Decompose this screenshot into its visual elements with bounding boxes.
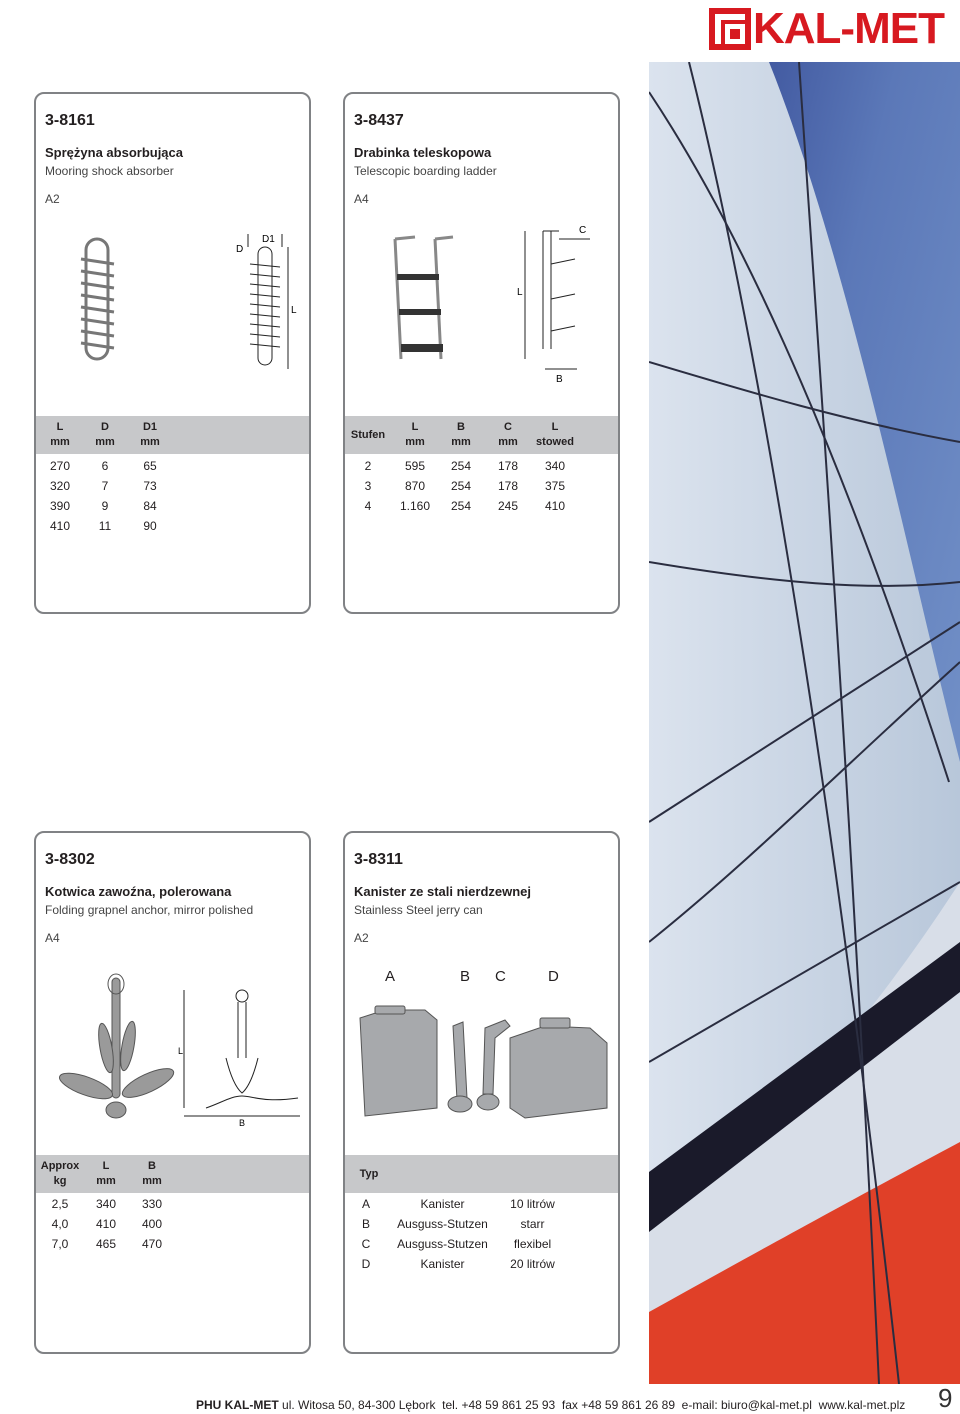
product-card-3-8161 bbox=[34, 92, 311, 614]
product-title-pl: Kotwica zawoźna, polerowana bbox=[45, 884, 232, 899]
col-header: Approx kg bbox=[40, 1160, 80, 1187]
col-header: Typ bbox=[359, 1168, 379, 1180]
steel-grade: A4 bbox=[354, 192, 369, 206]
col-header: L mm bbox=[96, 1160, 116, 1187]
item-letter: D bbox=[548, 968, 559, 985]
footer-email[interactable]: e-mail: biuro@kal-met.pl bbox=[681, 1398, 812, 1412]
table-row: A Kanister 10 litrów bbox=[361, 1197, 555, 1211]
table-row: 7,0 465 470 bbox=[51, 1237, 163, 1251]
footer-web[interactable]: www.kal-met.plz bbox=[818, 1398, 906, 1412]
product-card-3-8311 bbox=[343, 831, 620, 1354]
steel-grade: A2 bbox=[45, 192, 60, 206]
col-header: Stufen bbox=[350, 429, 386, 441]
footer-company: PHU KAL-MET bbox=[196, 1398, 279, 1412]
product-title-en: Folding grapnel anchor, mirror polished bbox=[45, 903, 254, 917]
table-header bbox=[345, 416, 618, 454]
dim-c-label: C bbox=[579, 225, 587, 236]
col-header: C mm bbox=[498, 421, 518, 448]
jerry-can-illustration bbox=[345, 998, 618, 1123]
product-code: 3-8302 bbox=[45, 851, 95, 868]
anchor-illustration bbox=[36, 958, 309, 1128]
footer-address: ul. Witosa 50, 84-300 Lębork bbox=[282, 1398, 436, 1412]
product-title-en: Mooring shock absorber bbox=[45, 164, 174, 178]
shock-absorber-illustration bbox=[36, 219, 309, 379]
product-title-pl: Sprężyna absorbująca bbox=[45, 145, 183, 160]
table-header bbox=[36, 416, 309, 454]
footer-fax: fax +48 59 861 26 89 bbox=[561, 1398, 675, 1412]
product-title-en: Telescopic boarding ladder bbox=[354, 164, 497, 178]
page-number: 9 bbox=[938, 1383, 953, 1413]
table-row: 4,0 410 400 bbox=[51, 1217, 163, 1231]
logo-text: KAL-MET bbox=[753, 4, 944, 53]
table-row: 320 7 73 bbox=[49, 479, 157, 493]
table-header bbox=[36, 1155, 309, 1193]
dim-d-label: D bbox=[236, 244, 244, 255]
brand-logo bbox=[709, 4, 955, 54]
table-row: 410 11 90 bbox=[49, 519, 157, 533]
table-header bbox=[345, 1155, 618, 1193]
product-card-3-8437 bbox=[343, 92, 620, 614]
ladder-illustration bbox=[345, 219, 618, 389]
product-title-pl: Drabinka teleskopowa bbox=[354, 145, 492, 160]
table-row: C Ausguss-Stutzen flexibel bbox=[361, 1237, 552, 1251]
product-card-3-8302 bbox=[34, 831, 311, 1354]
steel-grade: A4 bbox=[45, 931, 60, 945]
table-row: 4 1.160 254 245 410 bbox=[364, 499, 566, 513]
dim-b-label: B bbox=[556, 374, 563, 385]
col-header: L stowed bbox=[536, 421, 574, 448]
logo-mark-icon bbox=[709, 8, 751, 50]
dim-l-label: L bbox=[517, 287, 523, 298]
col-header: L mm bbox=[405, 421, 425, 448]
footer-tel: tel. +48 59 861 25 93 bbox=[442, 1398, 556, 1412]
product-code: 3-8161 bbox=[45, 112, 95, 129]
item-letter: A bbox=[385, 968, 396, 985]
col-header: D mm bbox=[95, 421, 115, 448]
table-row: 3 870 254 178 375 bbox=[364, 479, 566, 493]
dim-d1-label: D1 bbox=[262, 234, 275, 245]
table-row: 270 6 65 bbox=[49, 459, 157, 473]
col-header: L mm bbox=[50, 421, 70, 448]
footer-contact bbox=[196, 1398, 905, 1412]
product-code: 3-8311 bbox=[354, 851, 403, 868]
item-letter: B bbox=[460, 968, 471, 985]
product-title-en: Stainless Steel jerry can bbox=[354, 903, 483, 917]
table-row: 390 9 84 bbox=[49, 499, 157, 513]
product-code: 3-8437 bbox=[354, 112, 404, 129]
item-letter: C bbox=[495, 968, 506, 985]
table-row: 2 595 254 178 340 bbox=[364, 459, 566, 473]
dim-l-label: L bbox=[291, 305, 297, 316]
table-row: 2,5 340 330 bbox=[51, 1197, 163, 1211]
col-header: B mm bbox=[451, 421, 471, 448]
col-header: D1 mm bbox=[140, 421, 160, 448]
steel-grade: A2 bbox=[354, 931, 369, 945]
product-title-pl: Kanister ze stali nierdzewnej bbox=[354, 884, 532, 899]
sail-photo bbox=[649, 62, 960, 1384]
dim-l-label: L bbox=[178, 1046, 184, 1056]
dim-b-label: B bbox=[239, 1118, 246, 1128]
col-header: B mm bbox=[142, 1160, 162, 1187]
table-row: B Ausguss-Stutzen starr bbox=[361, 1217, 545, 1231]
table-row: D Kanister 20 litrów bbox=[361, 1257, 555, 1271]
